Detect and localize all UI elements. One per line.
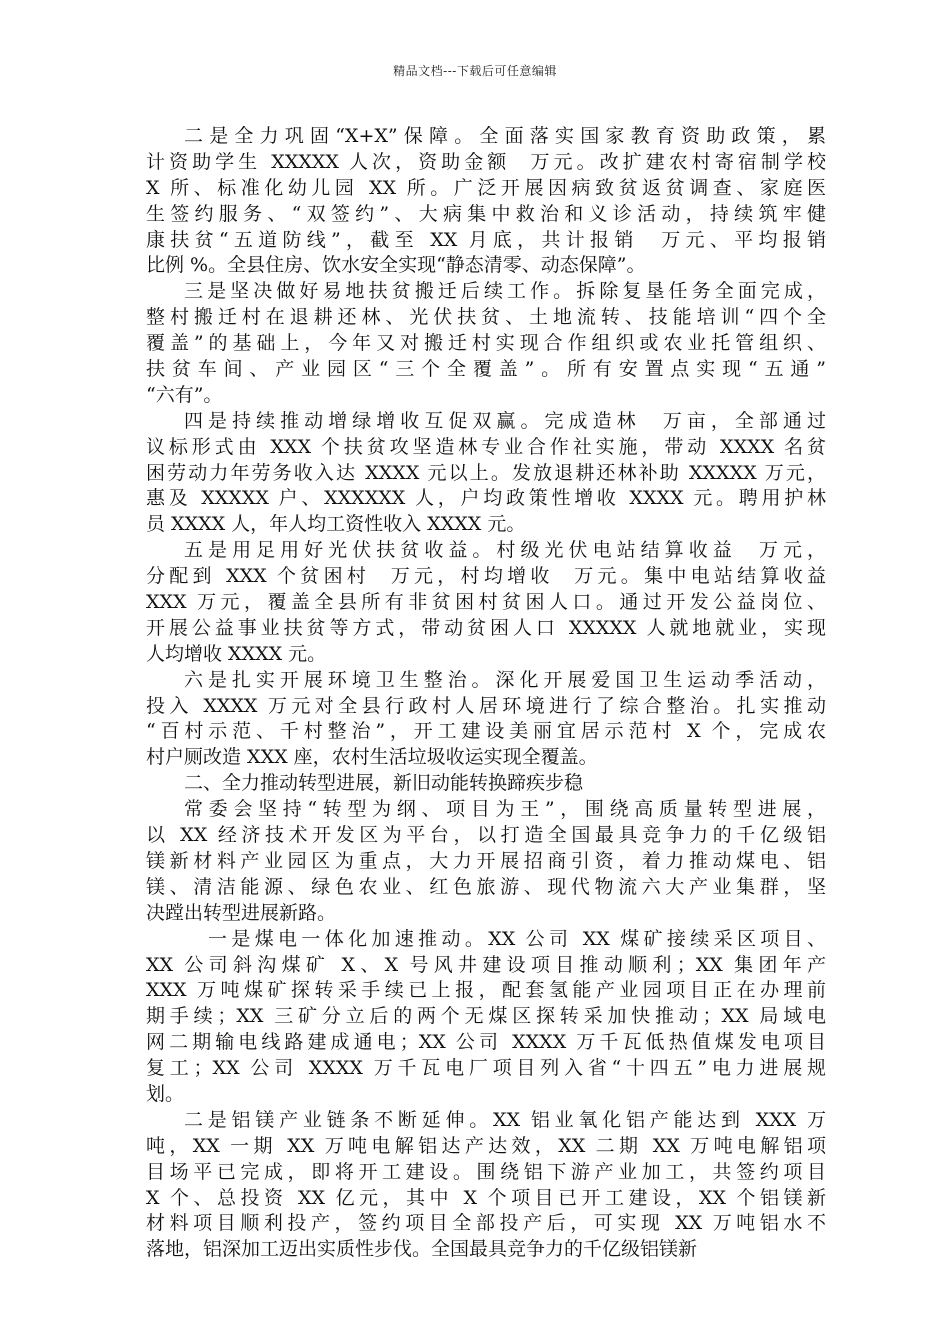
text-line: 整村搬迁村在退耕还林、光伏扶贫、土地流转、技能培训“四个全	[146, 306, 826, 329]
text-line: 以 XX 经济技术开发区为平台，以打造全国最具竞争力的千亿级铝	[146, 824, 826, 847]
paragraph	[146, 771, 826, 797]
page-header: 精品文档---下载后可任意编辑	[393, 64, 557, 78]
paragraph	[146, 279, 826, 408]
text-line: 吨，XX 一期 XX 万吨电解铝达产达效，XX 二期 XX 万吨电解铝项	[146, 1134, 826, 1157]
text-line: 困劳动力年劳务收入达 XXXX 元以上。发放退耕还林补助 XXXXX 万元，	[146, 461, 826, 484]
text-line: X 所、标准化幼儿园 XX 所。广泛开展因病致贫返贫调查、家庭医	[146, 176, 826, 199]
paragraph	[146, 668, 826, 772]
paragraph	[146, 538, 826, 667]
text-line: 材料项目顺利投产，签约项目全部投产后，可实现 XX 万吨铝水不	[146, 1212, 826, 1235]
text-line: 一是煤电一体化加速推动。XX 公司 XX 煤矿接续采区项目、	[208, 927, 826, 950]
text-line: “六有”。	[146, 383, 223, 406]
text-line: 扶贫车间、产业园区“三个全覆盖”。所有安置点实现“五通”	[146, 358, 826, 381]
document-body	[146, 124, 826, 1263]
text-line: XXX 万元，覆盖全县所有非贫困村贫困人口。通过开发公益岗位、	[146, 591, 826, 614]
text-line: 人均增收 XXXX 元。	[146, 642, 327, 665]
text-line: 康扶贫“五道防线”，截至 XX 月底，共计报销 万元、平均报销	[146, 228, 826, 251]
text-line: XXX 万吨煤矿探转采手续已上报，配套氢能产业园项目正在办理前	[146, 979, 826, 1002]
text-line: 镁新材料产业园区为重点，大力开展招商引资，着力推动煤电、铝	[146, 849, 826, 872]
text-line: 覆盖”的基础上，今年又对搬迁村实现合作组织或农业托管组织、	[146, 332, 826, 355]
text-line: 分配到 XXX 个贫困村 万元，村均增收 万元。集中电站结算收益	[146, 565, 826, 588]
text-line: 开展公益事业扶贫等方式，带动贫困人口 XXXXX 人就地就业，实现	[146, 616, 826, 639]
text-line: 决蹚出转型进展新路。	[146, 901, 337, 924]
text-line: 网二期输电线路建成通电；XX 公司 XXXX 万千瓦低热值煤发电项目	[146, 1031, 826, 1054]
text-line: 镁、清洁能源、绿色农业、红色旅游、现代物流六大产业集群，坚	[146, 875, 826, 898]
text-line: 二是全力巩固“X+X”保障。全面落实国家教育资助政策，累	[184, 125, 826, 147]
text-line: 三是坚决做好易地扶贫搬迁后续工作。拆除复垦任务全面完成，	[184, 280, 826, 303]
paragraph	[146, 124, 826, 279]
text-line: 二是铝镁产业链条不断延伸。XX 铝业氧化铝产能达到 XXX 万	[184, 1108, 826, 1131]
text-line: 计资助学生 XXXXX 人次，资助金额 万元。改扩建农村寄宿制学校	[146, 150, 826, 173]
text-line: 生签约服务、“双签约”、大病集中救治和义诊活动，持续筑牢健	[146, 202, 826, 225]
text-line: 期手续；XX 三矿分立后的两个无煤区探转采加快推动；XX 局域电	[146, 1005, 826, 1028]
text-line: 复工；XX 公司 XXXX 万千瓦电厂项目列入省“十四五”电力进展规	[146, 1057, 826, 1080]
text-line: 村户厕改造 XXX 座，农村生活垃圾收运实现全覆盖。	[146, 746, 598, 769]
paragraph	[146, 797, 826, 926]
text-line: 目场平已完成，即将开工建设。围绕铝下游产业加工，共签约项目	[146, 1160, 826, 1183]
paragraph	[146, 1108, 826, 1263]
text-line: 划。	[146, 1082, 185, 1105]
text-line: 落地，铝深加工迈出实质性步伐。全国最具竞争力的千亿级铝镁新	[146, 1238, 698, 1261]
paragraph	[146, 409, 826, 538]
text-line: XX 公司斜沟煤矿 X、X 号风井建设项目推动顺利；XX 集团年产	[146, 953, 826, 976]
text-line: 议标形式由 XXX 个扶贫攻坚造林专业合作社实施，带动 XXXX 名贫	[146, 435, 826, 458]
text-line: 常委会坚持“转型为纲、项目为王”，围绕高质量转型进展，	[184, 798, 826, 821]
paragraph	[146, 927, 826, 1108]
text-line: “百村示范、千村整治”，开工建设美丽宜居示范村 X 个，完成农	[146, 720, 826, 743]
text-line: 比例 %。全县住房、饮水安全实现“静态清零、动态保障”。	[146, 254, 646, 277]
text-line: 员 XXXX 人，年人均工资性收入 XXXX 元。	[146, 513, 526, 536]
text-line: 二、全力推动转型进展，新旧动能转换蹄疾步稳	[184, 772, 584, 795]
text-line: 四是持续推动增绿增收互促双赢。完成造林 万亩，全部通过	[184, 409, 826, 432]
text-line: 五是用足用好光伏扶贫收益。村级光伏电站结算收益 万元，	[184, 539, 826, 562]
text-line: 惠及 XXXXX 户、XXXXXX 人，户均政策性增收 XXXX 元。聘用护林	[146, 487, 826, 510]
text-line: 投入 XXXX 万元对全县行政村人居环境进行了综合整治。扎实推动	[146, 694, 826, 717]
text-line: 六是扎实开展环境卫生整治。深化开展爱国卫生运动季活动，	[184, 668, 826, 691]
text-line: X 个、总投资 XX 亿元，其中 X 个项目已开工建设，XX 个铝镁新	[146, 1186, 826, 1209]
